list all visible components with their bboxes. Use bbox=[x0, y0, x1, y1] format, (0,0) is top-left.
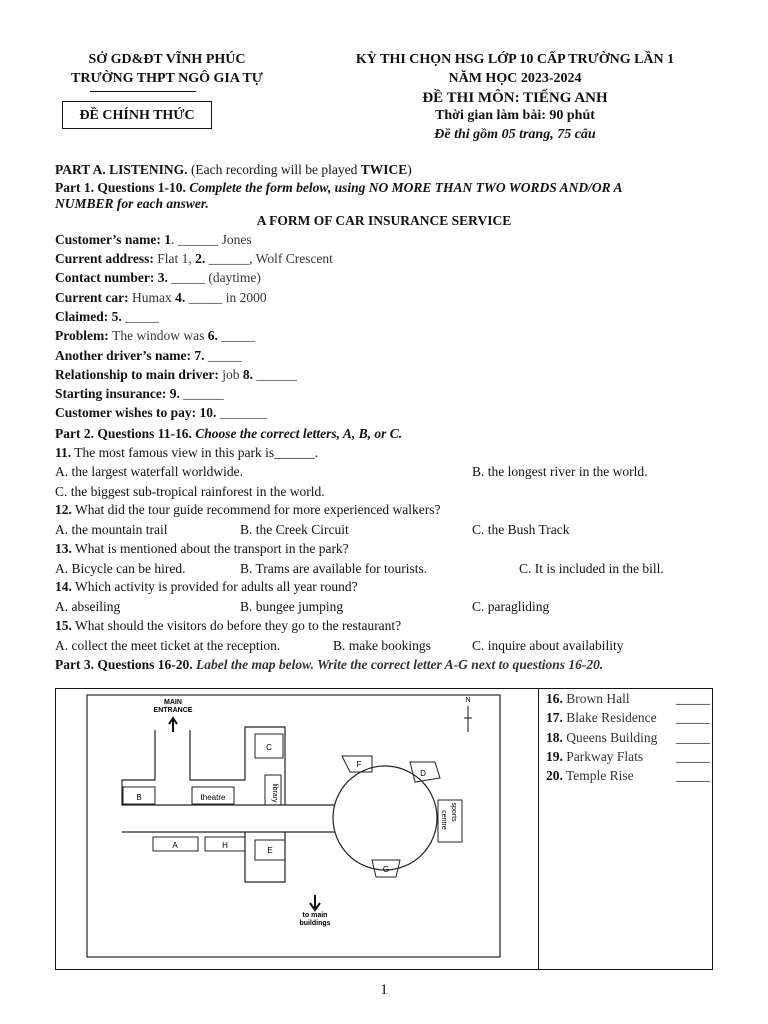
entrance-arrow-icon bbox=[169, 718, 177, 732]
label-f: F bbox=[356, 760, 362, 769]
legend-item: 19. Parkway Flats _____ bbox=[546, 748, 710, 764]
q15-option-a: A. collect the meet ticket at the reception. bbox=[55, 638, 281, 653]
form-title: A FORM OF CAR INSURANCE SERVICE bbox=[256, 213, 512, 228]
q11-stem: 11. The most famous view in this park is______. bbox=[55, 445, 318, 460]
legend-item: 20. Temple Rise _____ bbox=[546, 768, 710, 784]
q11-option-a: A. the largest waterfall worldwide. bbox=[55, 464, 243, 479]
form-row: Current address: Flat 1, 2. ______, Wolf Crescent bbox=[55, 251, 333, 266]
form-row: Contact number: 3. _____ (daytime) bbox=[55, 270, 261, 285]
down-arrow-icon bbox=[310, 895, 320, 910]
legend-item: 16. Brown Hall _____ bbox=[546, 691, 710, 706]
q13-option-b: B. Trams are available for tourists. bbox=[240, 561, 428, 576]
school-dept: SỞ GD&ĐT VĨNH PHÚC bbox=[88, 52, 246, 67]
label-sports: sports bbox=[450, 802, 457, 822]
q12-option-a: A. the mountain trail bbox=[55, 522, 168, 537]
label-theatre: theatre bbox=[200, 793, 226, 802]
map-divider bbox=[538, 688, 539, 970]
form-row: Current car: Humax 4. _____ in 2000 bbox=[55, 290, 267, 305]
label-e: E bbox=[267, 846, 273, 855]
part3-heading: Part 3. Questions 16-20. Label the map below. Write the correct letter A-G next to questions 16-20. bbox=[55, 657, 604, 672]
q14-option-b: B. bungee jumping bbox=[240, 599, 344, 614]
form-row: Relationship to main driver: job 8. ______ bbox=[55, 367, 297, 382]
entrance-line2: ENTRANCE bbox=[153, 707, 193, 714]
part1-heading: Part 1. Questions 1-10. Complete the form below, using NO MORE THAN TWO WORDS AND/OR A bbox=[55, 180, 623, 195]
q11-option-b: B. the longest river in the world. bbox=[472, 464, 648, 479]
form-row: Customer’s name: 1. ______ Jones bbox=[55, 232, 252, 247]
q12-option-b: B. the Creek Circuit bbox=[240, 522, 349, 537]
exam-subject: ĐỀ THI MÔN: TIẾNG ANH bbox=[422, 90, 608, 106]
q14-option-c: C. paragliding bbox=[472, 599, 550, 614]
q12-stem: 12. What did the tour guide recommend for more experienced walkers? bbox=[55, 502, 441, 517]
entrance-line1: MAIN bbox=[164, 699, 182, 706]
q13-option-a: A. Bicycle can be hired. bbox=[55, 561, 186, 576]
label-library: library bbox=[271, 783, 278, 803]
north-label: N bbox=[465, 697, 471, 704]
page-number: 1 bbox=[380, 982, 388, 998]
exam-year: NĂM HỌC 2023-2024 bbox=[448, 71, 582, 86]
exam-title: KỲ THI CHỌN HSG LỚP 10 CẤP TRƯỜNG LẦN 1 bbox=[355, 52, 675, 67]
school-name: TRƯỜNG THPT NGÔ GIA TỰ bbox=[71, 71, 263, 86]
form-row: Customer wishes to pay: 10. _______ bbox=[55, 405, 267, 420]
q15-option-c: C. inquire about availability bbox=[472, 638, 624, 653]
road-outline bbox=[122, 730, 337, 805]
to-main-line2: buildings bbox=[299, 920, 331, 927]
q14-stem: 14. Which activity is provided for adults all year round? bbox=[55, 579, 358, 594]
legend-item: 18. Queens Building _____ bbox=[546, 729, 710, 745]
q15-option-b: B. make bookings bbox=[333, 638, 431, 653]
north-arrow-icon bbox=[464, 706, 472, 732]
form-row: Starting insurance: 9. ______ bbox=[55, 386, 224, 401]
part1-instr-cont: NUMBER for each answer. bbox=[55, 196, 209, 211]
form-row: Claimed: 5. _____ bbox=[55, 309, 159, 324]
q14-option-a: A. abseiling bbox=[55, 599, 121, 614]
roundabout bbox=[333, 766, 437, 870]
school-underline bbox=[90, 91, 196, 92]
legend-item: 17. Blake Residence _____ bbox=[546, 710, 710, 726]
q15-stem: 15. What should the visitors do before they go to the restaurant? bbox=[55, 618, 402, 633]
q11-option-c: C. the biggest sub-tropical rainforest in the world. bbox=[55, 484, 325, 499]
q13-stem: 13. What is mentioned about the transport in the park? bbox=[55, 541, 349, 556]
label-a: A bbox=[172, 841, 178, 850]
exam-time: Thời gian làm bài: 90 phút bbox=[435, 108, 595, 123]
exam-pages: Đề thi gồm 05 trang, 75 câu bbox=[434, 127, 596, 142]
form-row: Another driver’s name: 7. _____ bbox=[55, 348, 242, 363]
label-d: D bbox=[420, 769, 426, 778]
to-main-line1: to main bbox=[302, 912, 328, 919]
form-row: Problem: The window was 6. _____ bbox=[55, 328, 255, 343]
part-a-heading: PART A. LISTENING. (Each recording will be played TWICE) bbox=[55, 162, 412, 177]
label-b: B bbox=[136, 793, 142, 802]
campus-map bbox=[60, 692, 534, 966]
q13-option-c: C. It is included in the bill. bbox=[519, 561, 664, 576]
label-h: H bbox=[222, 841, 228, 850]
part2-heading: Part 2. Questions 11-16. Choose the correct letters, A, B, or C. bbox=[55, 426, 403, 441]
label-g: G bbox=[382, 865, 390, 874]
official-badge: ĐỀ CHÍNH THỨC bbox=[62, 101, 212, 129]
label-c: C bbox=[266, 743, 272, 752]
q12-option-c: C. the Bush Track bbox=[472, 522, 570, 537]
label-centre: centre bbox=[440, 810, 447, 830]
